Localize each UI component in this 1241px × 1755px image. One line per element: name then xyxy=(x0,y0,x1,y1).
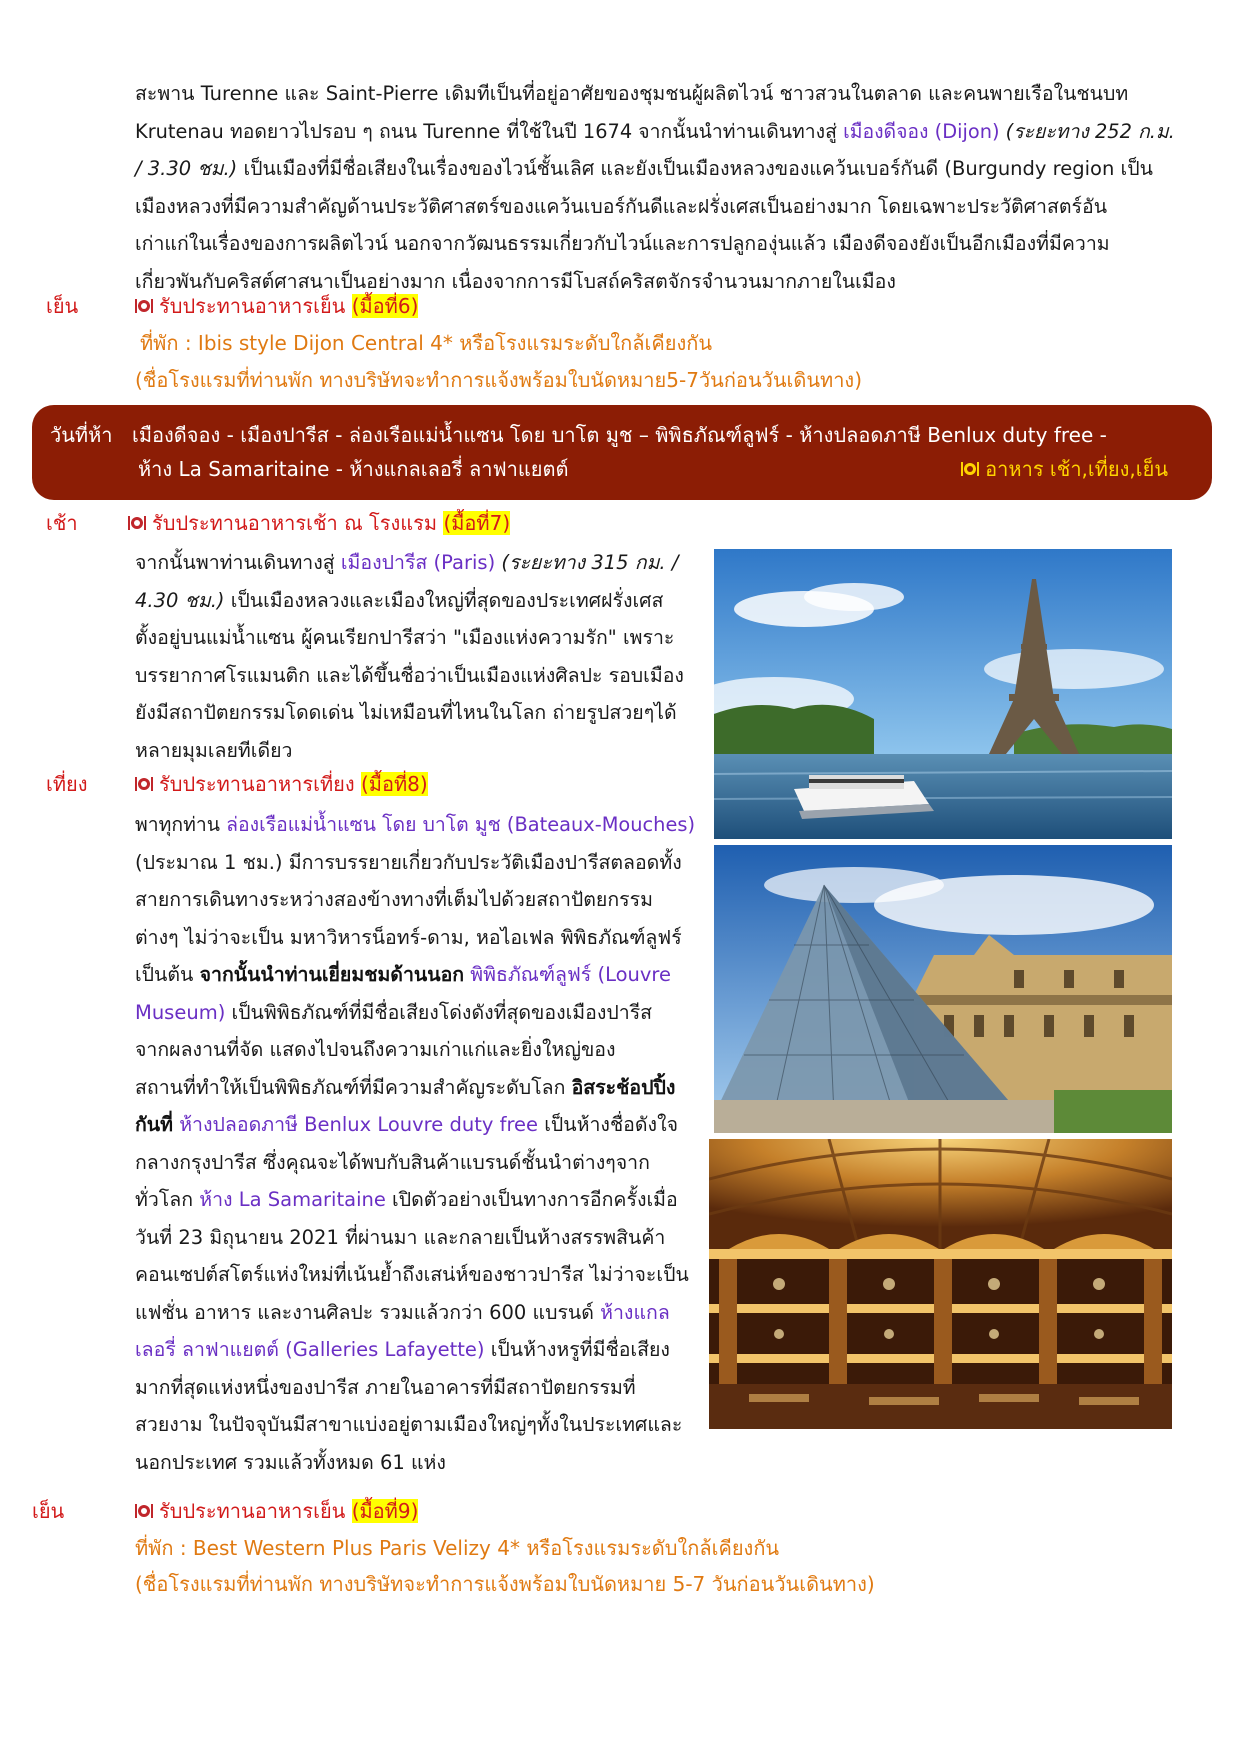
body-text: เป็นห้างชื่อดังใจ xyxy=(538,1113,679,1136)
body-line xyxy=(135,1294,695,1332)
body-line xyxy=(135,1181,695,1219)
body-line xyxy=(135,806,695,844)
distance-text: (ระยะทาง 252 ก.ม. xyxy=(999,119,1175,143)
meal-badge: (มื้อที่7) xyxy=(443,511,511,535)
body-line xyxy=(135,1106,695,1144)
body-line: วันที่ 23 มิถุนายน 2021 ที่ผ่านมา และกลายเป็นห้างสรรพสินค้า xyxy=(135,1225,666,1249)
body-text: เปิดตัวอย่างเป็นทางการอีกครั้งเมื่อ xyxy=(385,1188,678,1211)
paris-line-5: ยังมีสถาปัตยกรรมโดดเด่น ไม่เหมือนที่ไหนในโลก ถ่ายรูปสวยๆได้ xyxy=(135,701,677,724)
eiffel-seine-photo xyxy=(714,549,1172,839)
lafayette-link[interactable]: เลอรี่ ลาฟาแยตต์ (Galleries Lafayette) xyxy=(135,1338,485,1361)
intro-text: Krutenau ทอดยาวไปรอบ ๆ ถนน Turenne ที่ใช้ในปี 1674 จากนั้นนำท่านเดินทางสู่ xyxy=(135,119,844,143)
dinner-label: เย็น xyxy=(46,294,79,318)
body-line: (ประมาณ 1 ชม.) มีการบรรยายเกี่ยวกับประวัติเมืองปารีสตลอดทั้ง xyxy=(135,850,682,874)
intro-line-6: เกี่ยวพันกับคริสต์ศาสนาเป็นอย่างมาก เนื่องจากการมีโบสถ์คริสตจักรจำนวนมากภายในเมือง xyxy=(135,269,896,293)
body-line: สายการเดินทางระหว่างสองข้างทางที่เต็มไปด้วยสถาปัตยกรรม xyxy=(135,888,653,911)
paris-line-6: หลายมุมเลยทีเดียว xyxy=(135,738,293,762)
paris-link[interactable]: เมืองปารีส (Paris) xyxy=(340,551,496,574)
paris-line-2 xyxy=(135,582,695,620)
intro-line-5: เก่าแก่ในเรื่องของการผลิตไวน์ นอกจากวัฒนธรรมเกี่ยวกับไวน์และการปลูกองุ่นแล้ว เมืองดีจองยังเป็นอีกเมืองที่มีความ xyxy=(135,232,1110,255)
meal-plate-icon xyxy=(135,775,153,793)
body-text: สถานที่ทำให้เป็นพิพิธภัณฑ์ที่มีความสำคัญระดับโลก xyxy=(135,1075,572,1099)
lafayette-link[interactable]: ห้างแกล xyxy=(600,1300,670,1324)
samaritaine-link[interactable]: ห้าง La Samaritaine xyxy=(199,1188,386,1211)
intro-paragraph xyxy=(135,75,1175,300)
body-line: นอกประเทศ รวมแล้วทั้งหมด 61 แห่ง xyxy=(135,1450,446,1474)
meal-plate-icon xyxy=(961,460,979,478)
itinerary-line-2: ห้าง La Samaritaine - ห้างแกลเลอรี่ ลาฟาแยตต์ xyxy=(138,457,569,481)
hotel-line: ที่พัก : Ibis style Dijon Central 4* หรือโรงแรมระดับใกล้เคียงกัน xyxy=(140,331,713,355)
duration-text: 4.30 ชม.) xyxy=(135,588,225,612)
dijon-link[interactable]: เมืองดีจอง (Dijon) xyxy=(843,119,1000,143)
body-text: ทั่วโลก xyxy=(135,1188,200,1211)
day-banner xyxy=(32,405,1212,500)
body-text: เป็นพิพิธภัณฑ์ที่มีชื่อเสียงโด่งดังที่สุดของเมืองปารีส xyxy=(225,1000,653,1024)
emphasis-text: อิสระช้อปปิ้ง xyxy=(571,1075,676,1099)
meal-text: รับประทานอาหารเช้า ณ โรงแรม xyxy=(152,511,444,535)
body-line: กลางกรุงปารีส ซึ่งคุณจะได้พบกับสินค้าแบรนด์ชั้นนำต่างๆจาก xyxy=(135,1150,650,1174)
body-line: ต่างๆ ไม่ว่าจะเป็น มหาวิหารน็อทร์-ดาม, หอไอเฟล พิพิธภัณฑ์ลูฟร์ xyxy=(135,925,682,949)
louvre-link[interactable]: พิพิธภัณฑ์ลูฟร์ (Louvre xyxy=(464,963,672,986)
hotel-line: ที่พัก : Best Western Plus Paris Velizy 4* หรือโรงแรมระดับใกล้เคียงกัน xyxy=(135,1536,780,1560)
meal-badge: (มื้อที่6) xyxy=(351,294,419,318)
meals-text: อาหาร เช้า,เที่ยง,เย็น xyxy=(985,457,1168,481)
meal-text: รับประทานอาหารเย็น xyxy=(159,294,352,318)
duration-text: / 3.30 ชม.) xyxy=(135,157,238,180)
dinner-label: เย็น xyxy=(32,1499,65,1523)
dinner-meal xyxy=(135,1495,418,1527)
seine-cruise-link[interactable]: ล่องเรือแม่น้ำแซน โดย บาโต มูช (Bateaux-Mouches) xyxy=(226,813,695,836)
galeries-lafayette-photo xyxy=(709,1139,1172,1429)
paris-text: เป็นเมืองหลวงและเมืองใหญ่ที่สุดของประเทศฝรั่งเศส xyxy=(224,588,664,612)
body-text: เป็นต้น xyxy=(135,963,200,986)
meal-plate-icon xyxy=(128,514,146,532)
paris-line-3: ตั้งอยู่บนแม่น้ำแซน ผู้คนเรียกปารีสว่า "เมืองแห่งความรัก" เพราะ xyxy=(135,626,675,649)
meal-text: รับประทานอาหารเที่ยง xyxy=(159,772,361,796)
body-text: แฟชั่น อาหาร และงานศิลปะ รวมแล้วกว่า 600 แบรนด์ xyxy=(135,1300,601,1324)
body-line: มากที่สุดแห่งหนึ่งของปารีส ภายในอาคารที่มีสถาปัตยกรรมที่ xyxy=(135,1375,636,1399)
breakfast-meal xyxy=(128,507,510,539)
meal-text: รับประทานอาหารเย็น xyxy=(159,1499,352,1523)
body-text: พาทุกท่าน xyxy=(135,813,227,836)
body-text: เป็นห้างหรูที่มีชื่อเสียง xyxy=(484,1338,670,1361)
lunch-label: เที่ยง xyxy=(46,772,88,796)
body-line: สวยงาม ในปัจจุบันมีสาขาแบ่งอยู่ตามเมืองใหญ่ๆทั้งในประเทศและ xyxy=(135,1413,683,1436)
body-paragraph xyxy=(135,806,695,1481)
intro-line-4: เมืองหลวงที่มีความสำคัญด้านประวัติศาสตร์ของแคว้นเบอร์กันดีและฝรั่งเศสเป็นอย่างมาก โดยเฉพาะประวัติศาสตร์อัน xyxy=(135,194,1108,218)
intro-line-2 xyxy=(135,113,1175,151)
paris-line-4: บรรยากาศโรแมนติก และได้ขึ้นชื่อว่าเป็นเมืองแห่งศิลปะ รอบเมือง xyxy=(135,663,684,687)
breakfast-label: เช้า xyxy=(46,511,78,535)
intro-line-3 xyxy=(135,150,1175,188)
paris-paragraph xyxy=(135,544,695,769)
itinerary-line-1: เมืองดีจอง - เมืองปารีส - ล่องเรือแม่น้ำแซน โดย บาโต มูช – พิพิธภัณฑ์ลูฟร์ - ห้างปลอดภาษี Benlux duty free - xyxy=(132,423,1107,447)
hotel-note: (ชื่อโรงแรมที่ท่านพัก ทางบริษัทจะทำการแจ้งพร้อมใบนัดหมาย 5-7 วันก่อนวันเดินทาง) xyxy=(135,1572,875,1596)
distance-text: (ระยะทาง 315 กม. / xyxy=(495,551,679,574)
hotel-note: (ชื่อโรงแรมที่ท่านพัก ทางบริษัทจะทำการแจ้งพร้อมใบนัดหมาย5-7วันก่อนวันเดินทาง) xyxy=(135,368,862,392)
meal-plate-icon xyxy=(135,297,153,315)
meals-included xyxy=(961,453,1168,485)
paris-line-1 xyxy=(135,544,695,582)
body-line xyxy=(135,1331,695,1369)
intro-line-1: สะพาน Turenne และ Saint-Pierre เดิมทีเป็นที่อยู่อาศัยของชุมชนผู้ผลิตไวน์ ชาวสวนในตลาด และคนพายเรือในชนบท xyxy=(135,82,1129,105)
day-label: วันที่ห้า xyxy=(50,423,113,447)
intro-text: เป็นเมืองที่มีชื่อเสียงในเรื่องของไวน์ชั้นเลิศ และยังเป็นเมืองหลวงของแคว้นเบอร์กันดี (Burgundy region เป็น xyxy=(237,157,1153,180)
meal-badge: (มื้อที่9) xyxy=(351,1499,419,1523)
lunch-meal xyxy=(135,768,428,800)
emphasis-text: จากนั้นนำท่านเยี่ยมชมด้านนอก xyxy=(199,963,465,986)
body-line: คอนเซปต์สโตร์แห่งใหม่ที่เน้นย้ำถึงเสน่ห์ของชาวปารีส ไม่ว่าจะเป็น xyxy=(135,1263,689,1286)
body-line xyxy=(135,1069,695,1107)
body-line xyxy=(135,956,695,994)
paris-text: จากนั้นพาท่านเดินทางสู่ xyxy=(135,551,341,574)
dinner-meal xyxy=(135,290,418,322)
louvre-pyramid-photo xyxy=(714,845,1172,1133)
louvre-link[interactable]: Museum) xyxy=(135,1000,226,1024)
benlux-link[interactable]: ห้างปลอดภาษี Benlux Louvre duty free xyxy=(173,1113,539,1136)
meal-badge: (มื้อที่8) xyxy=(360,772,428,796)
emphasis-text: กันที่ xyxy=(135,1113,173,1136)
body-line: จากผลงานที่จัด แสดงไปจนถึงความเก่าแก่และยิ่งใหญ่ของ xyxy=(135,1038,616,1061)
meal-plate-icon xyxy=(135,1502,153,1520)
body-line xyxy=(135,994,695,1032)
